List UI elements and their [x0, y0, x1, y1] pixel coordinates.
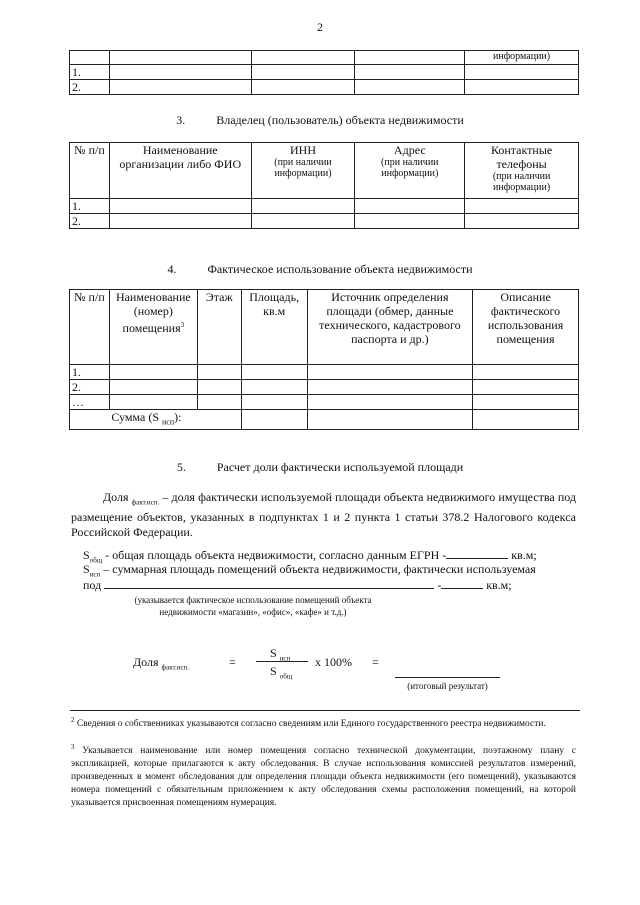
formula-equals-2: =: [372, 655, 379, 669]
col-room-name: Наименование (номер) помещения$^3$: [109, 290, 197, 365]
section-4-heading: 4. Фактическое использование объекта недвижимости: [167, 262, 473, 276]
col-phone: Контактные телефоны (при наличии информации): [465, 143, 579, 199]
footnote-separator: [70, 710, 580, 711]
col-area: Площадь, кв.м: [241, 290, 307, 365]
s-used-line: $S_{исп}$ – суммарная площадь помещений объекта недвижимости, фактически используемая: [83, 562, 536, 579]
col-num: № п/п: [70, 290, 110, 365]
footnote-3: $^3$ Указывается наименование или номер помещения согласно технической документации, поэтажному плану с экспликацией, которые прилагаются к акту обследования. В случае использования комиссией результатов измерений, произведенных в момент обследования для определения площади объекта недвижимости (его помещений), указываются номера помещений с обязательным приложением к акту обследования схемы расположения помещений, на которой указывается присвоенная помещениям нумерация.: [71, 743, 576, 809]
sum-label: Сумма (S $_{исп}$):: [109, 410, 241, 430]
table-continuation: [69, 50, 579, 95]
formula-equals: =: [229, 655, 236, 669]
result-label: (итоговый результат): [407, 681, 488, 691]
under-line: под - кв.м;: [83, 578, 512, 592]
col-floor: Этаж: [197, 290, 241, 365]
table-row: 1.: [70, 199, 579, 214]
table-row: 2.: [70, 80, 579, 95]
table-row: 2.: [70, 214, 579, 229]
table-row: 2.: [70, 380, 579, 395]
table-row: 1.: [70, 65, 579, 80]
col-address: Адрес (при наличии информации): [355, 143, 465, 199]
s-total-line: $S_{общ}$ - общая площадь объекта недвижимости, согласно данным ЕГРН - кв.м;: [83, 548, 537, 565]
formula-numerator: S $_{исп}$: [270, 646, 291, 663]
table-usage: [69, 289, 579, 430]
col-source: Источник определения площади (обмер, данные технического, кадастрового паспорта и др.): [307, 290, 472, 365]
table-row: …: [70, 395, 579, 410]
formula-denominator: S $_{общ}$: [270, 664, 293, 681]
table-row: 1.: [70, 365, 579, 380]
col-description: Описание фактического использования помещения: [473, 290, 579, 365]
section-5-heading: 5. Расчет доли фактически используемой площади: [176, 460, 464, 474]
table-owner: [69, 142, 579, 229]
col-name: Наименование организации либо ФИО: [109, 143, 251, 199]
header-tail: информации): [465, 51, 579, 65]
col-num: № п/п: [70, 143, 110, 199]
footnote-2: $^2$ Сведения о собственниках указываются согласно сведениям или Единого государственного реестра недвижимости.: [71, 716, 546, 730]
result-line: [395, 677, 500, 678]
formula-label: Доля $_{факт.исп.}$: [133, 655, 190, 672]
definition-paragraph: Доля $_{факт.исп.}$ – доля фактически используемой площади объекта недвижимого имущества под размещение объектов, указанных в подпунктах 1 и 2 пункта 1 статьи 378.2 Налогового кодекса Российской Федерации.: [71, 490, 577, 540]
page-number: 2: [317, 20, 323, 34]
sum-row: [70, 410, 579, 430]
section-3-heading: 3. Владелец (пользователь) объекта недвижимости: [176, 113, 464, 127]
fraction-bar: [256, 661, 308, 662]
formula-percent: x 100%: [315, 655, 352, 669]
col-inn: ИНН (при наличии информации): [251, 143, 355, 199]
usage-hint: (указывается фактическое использование помещений объекта недвижимости «магазин», «офис», «кафе» и т.д.): [134, 595, 372, 617]
